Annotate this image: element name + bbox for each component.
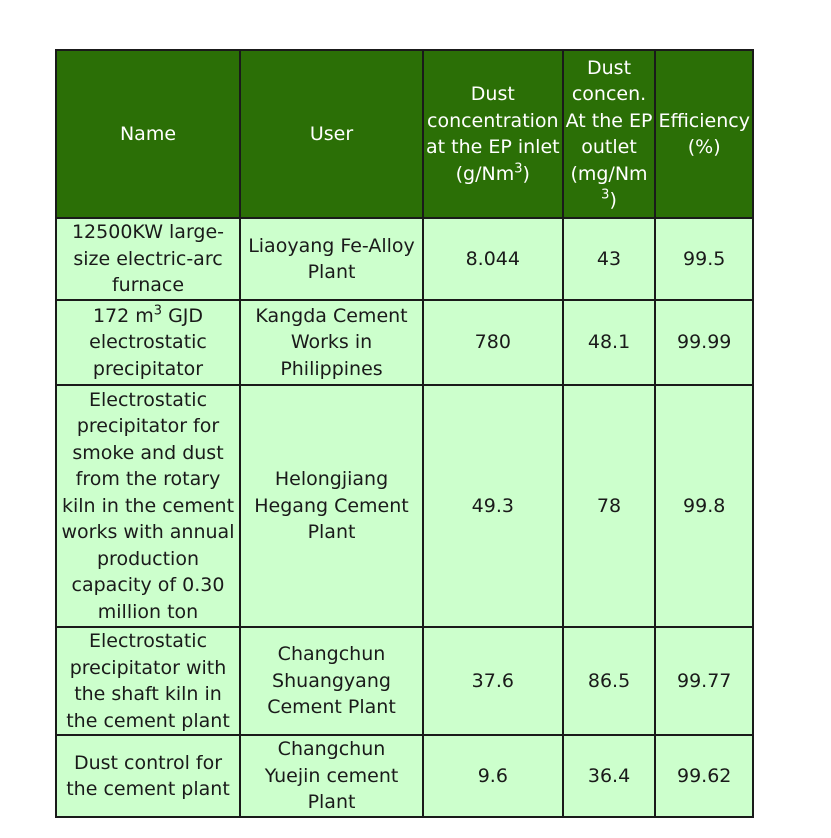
cell-efficiency: 99.5	[655, 218, 753, 300]
unit-superscript: 3	[601, 187, 610, 203]
cell-inlet: 49.3	[423, 385, 563, 627]
cell-user	[240, 735, 423, 817]
cell-line: Yuejin cement	[264, 764, 399, 787]
cell-line: Philippines	[280, 357, 383, 380]
cell-line: works with annual	[61, 521, 235, 544]
table-row	[56, 300, 753, 385]
header-inlet-unit	[426, 161, 560, 188]
header-outlet-concentration	[563, 50, 656, 218]
unit-superscript: 3	[153, 303, 163, 319]
cell-text: GJD	[162, 304, 204, 327]
cell-efficiency: 99.8	[655, 385, 753, 627]
cell-line: Plant	[307, 791, 356, 814]
cell-line: furnace	[111, 274, 185, 297]
cell-line: Hegang Cement	[254, 494, 409, 517]
cell-name	[56, 300, 240, 385]
header-efficiency	[655, 50, 753, 218]
table-row	[56, 385, 753, 627]
header-outlet-unit-tail	[566, 187, 653, 214]
cell-line: kiln in the cement	[61, 494, 235, 517]
cell-name	[56, 385, 240, 627]
cell-line: million ton	[97, 600, 199, 623]
header-row	[56, 50, 753, 218]
cell-outlet: 48.1	[563, 300, 656, 385]
table-row	[56, 627, 753, 735]
cell-line: production	[96, 547, 200, 570]
cell-line: the shaft kiln in	[74, 683, 222, 705]
header-outlet-line: At the EP	[565, 109, 653, 132]
cell-outlet: 36.4	[563, 735, 656, 817]
cell-line: Plant	[307, 261, 356, 283]
unit-text: (g/Nm	[455, 162, 515, 185]
cell-line: Works in	[290, 331, 373, 354]
cell-line: size electric-arc	[73, 247, 223, 270]
header-outlet-line: Dust	[587, 56, 632, 79]
unit-close: )	[522, 162, 530, 185]
cell-outlet: 43	[563, 218, 656, 300]
cell-efficiency: 99.99	[655, 300, 753, 385]
cell-text: 172 m	[92, 304, 154, 327]
cell-user	[240, 627, 423, 735]
cell-efficiency: 99.77	[655, 627, 753, 735]
cell-inlet: 8.044	[423, 218, 563, 300]
cell-user	[240, 300, 423, 385]
header-efficiency-line: Efficiency	[658, 109, 750, 132]
table-row	[56, 218, 753, 300]
cell-user	[240, 385, 423, 627]
cell-line: Electrostatic	[88, 388, 208, 411]
unit-close: )	[609, 189, 617, 211]
header-outlet-line: concen.	[571, 83, 647, 105]
cell-line: Changchun	[277, 738, 386, 761]
table-row	[56, 735, 753, 817]
unit-superscript: 3	[514, 161, 523, 177]
cell-name	[56, 735, 240, 817]
cell-line: Dust control for	[73, 751, 223, 774]
ep-performance-table	[55, 49, 754, 818]
cell-line: precipitator for	[76, 415, 220, 438]
cell-outlet: 86.5	[563, 627, 656, 735]
cell-user	[240, 218, 423, 300]
cell-line: Electrostatic	[88, 630, 208, 652]
cell-inlet: 37.6	[423, 627, 563, 735]
cell-outlet: 78	[563, 385, 656, 627]
cell-line: Helongjiang	[274, 468, 389, 491]
cell-line: Changchun	[277, 643, 386, 666]
header-outlet-line: outlet	[581, 136, 637, 158]
cell-inlet: 780	[423, 300, 563, 385]
cell-efficiency: 99.62	[655, 735, 753, 817]
cell-name	[56, 627, 240, 735]
header-name: Name	[56, 50, 240, 218]
header-efficiency-line: (%)	[687, 136, 721, 158]
cell-line: smoke and dust	[72, 441, 224, 464]
cell-line: precipitator with	[69, 656, 227, 679]
cell-line: Shuangyang	[272, 669, 391, 692]
cell-line	[59, 303, 237, 330]
cell-line: the cement plant	[66, 709, 230, 732]
header-user: User	[240, 50, 423, 218]
header-outlet-unit: (mg/Nm	[570, 162, 648, 185]
header-inlet-concentration	[423, 50, 563, 218]
header-inlet-line: concentration	[427, 109, 559, 132]
cell-line: 12500KW large-	[71, 221, 225, 244]
cell-line: precipitator	[92, 357, 204, 380]
cell-inlet: 9.6	[423, 735, 563, 817]
header-inlet-line: Dust	[470, 83, 515, 105]
cell-line: the cement plant	[66, 778, 230, 800]
cell-line: Kangda Cement	[255, 304, 408, 327]
cell-line: capacity of 0.30	[71, 574, 225, 597]
cell-line: from the rotary	[75, 468, 221, 491]
cell-line: Liaoyang Fe-Alloy	[248, 234, 415, 257]
cell-line: Cement Plant	[267, 696, 396, 719]
cell-line: electrostatic	[89, 331, 207, 354]
header-inlet-line: at the EP inlet	[426, 136, 560, 158]
cell-name	[56, 218, 240, 300]
cell-line: Plant	[307, 521, 356, 544]
